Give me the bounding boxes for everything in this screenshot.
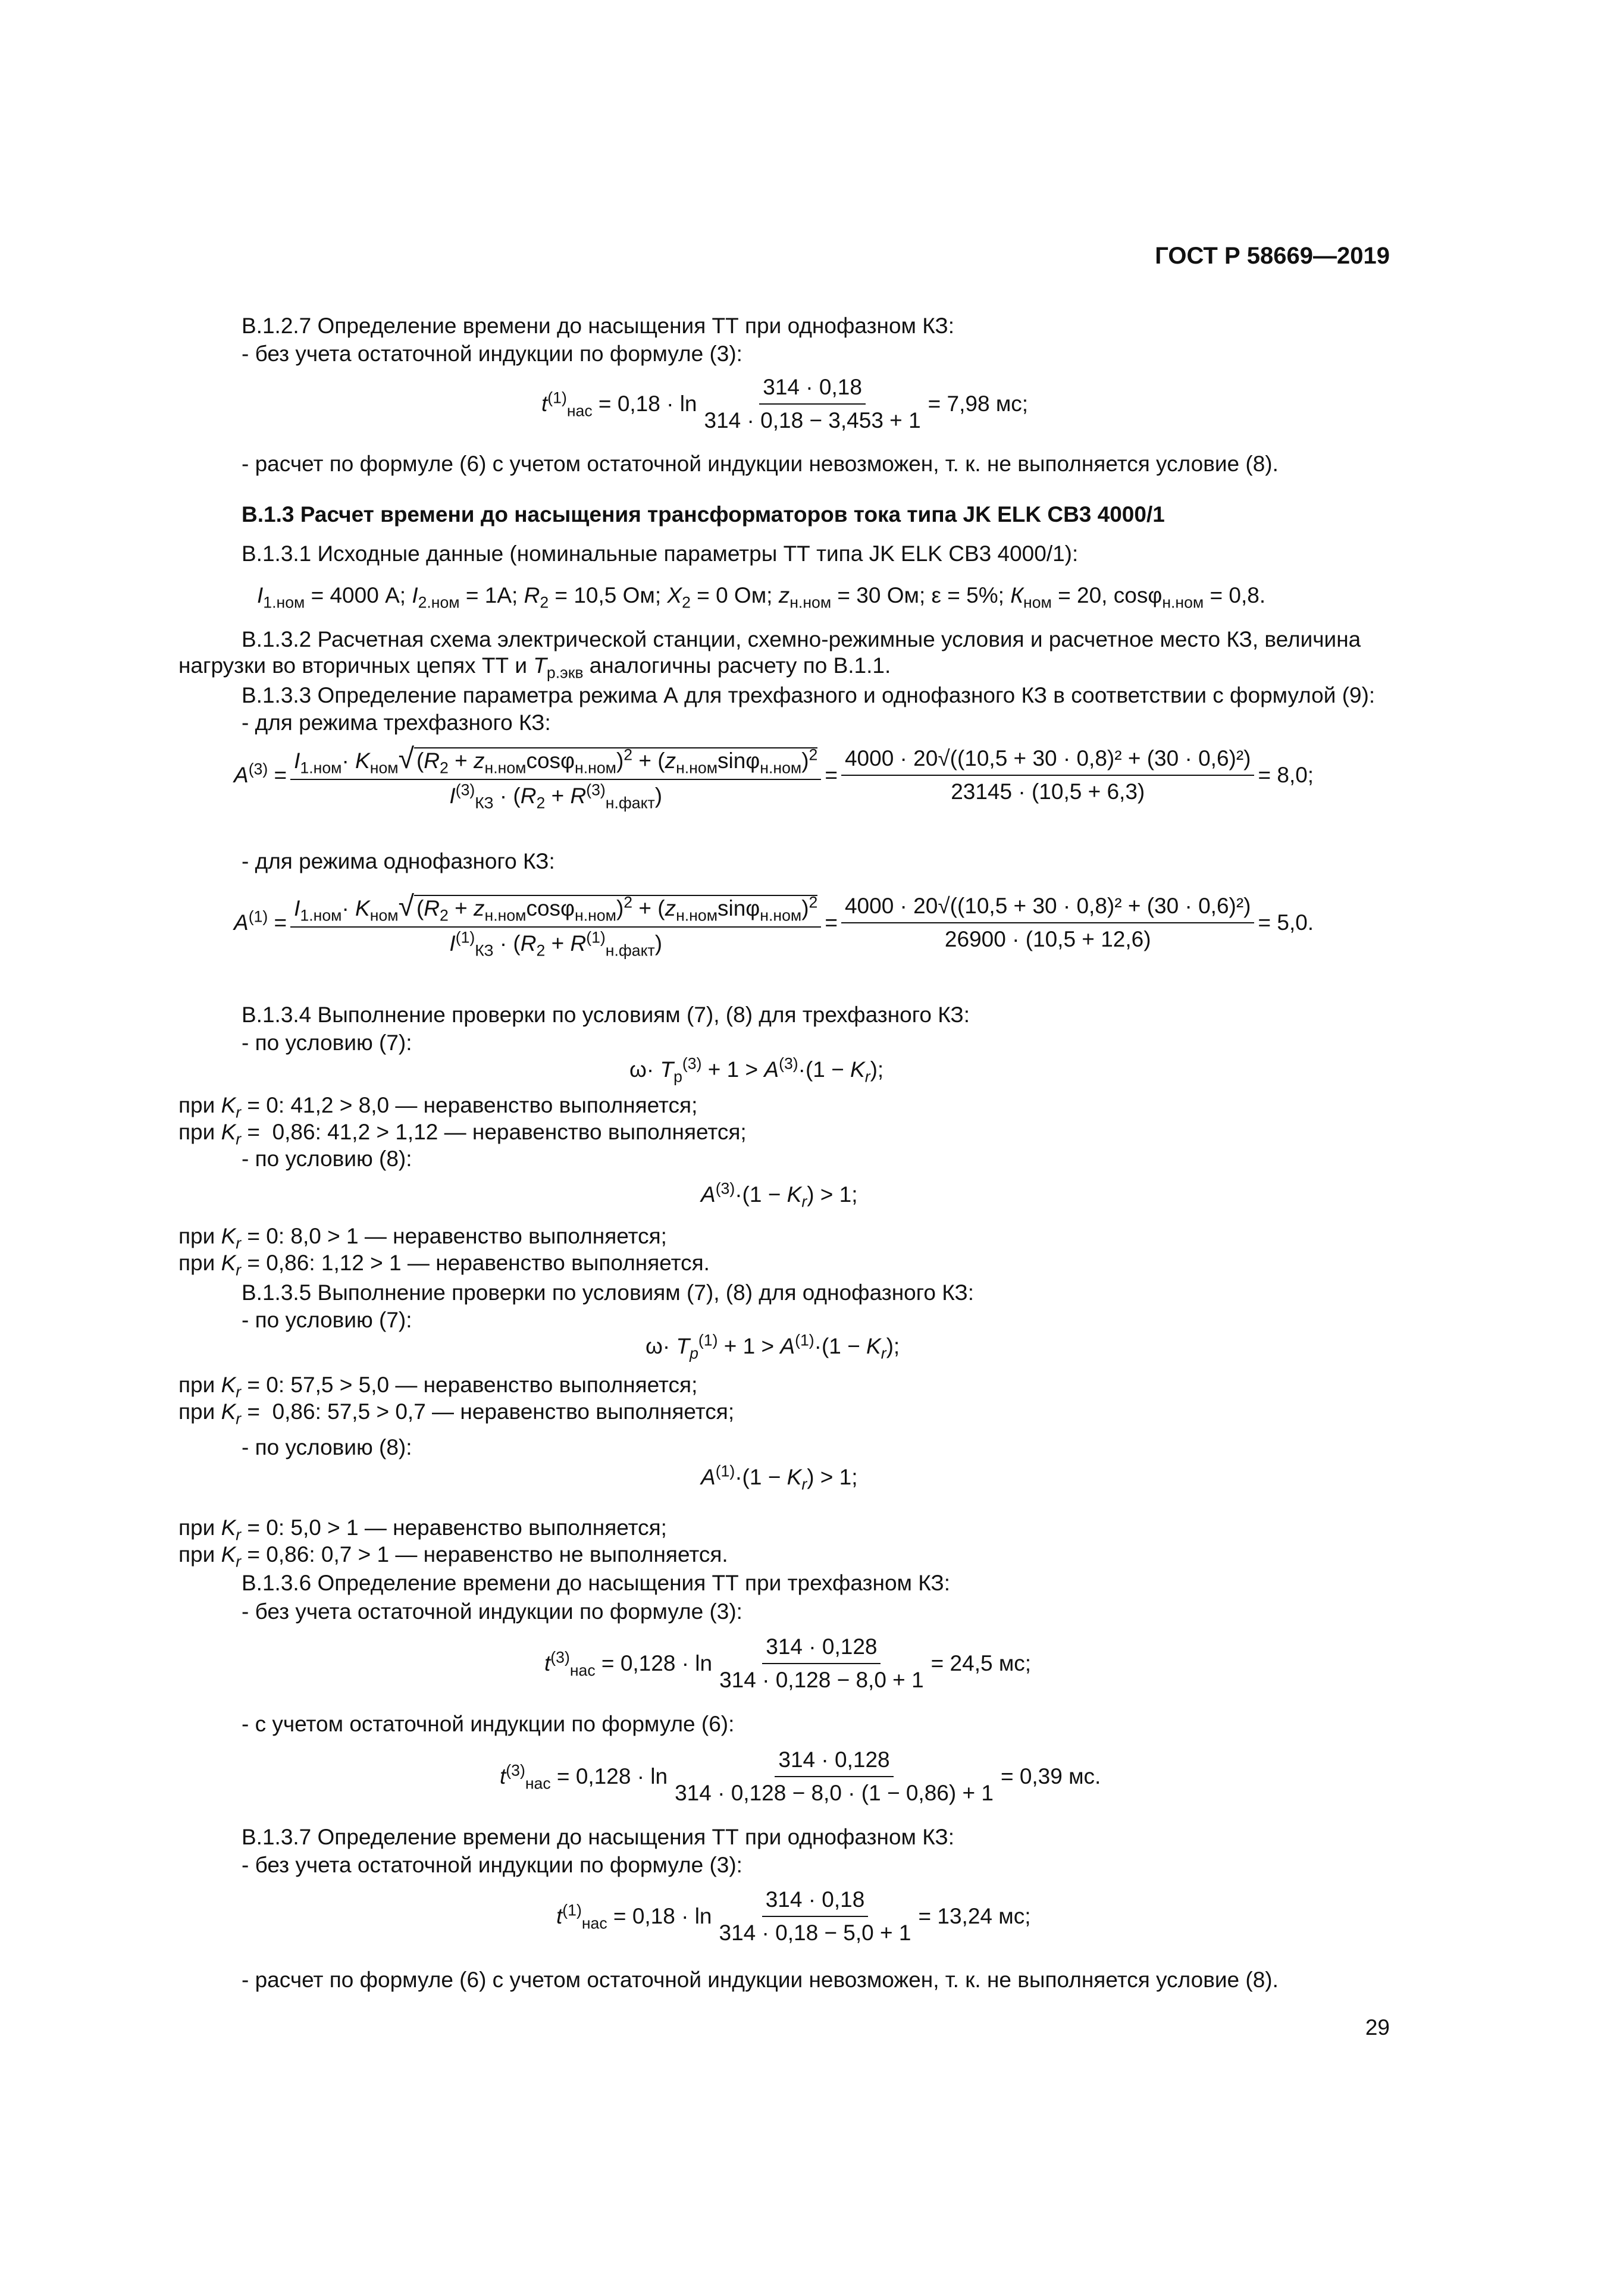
check-line: при $K_r = 0,86$: 0,7 > 1 — неравенство не выполняется. — [178, 1542, 728, 1571]
section-heading-b13: В.1.3 Расчет времени до насыщения трансформаторов тока типа JK ELK CB3 4000/1 — [242, 502, 1165, 527]
formula-result: = 13,24 мс; — [918, 1904, 1031, 1929]
formula-t3-residual: $t^{(3)}_{нас} = 0,128 \cdot \ln$ $\frac{314 \cdot 0,128}{314 \cdot 0,128 - 8,0 \cdot (1 - 0,86) + 1}$ = 0,39 мс. — [500, 1746, 1101, 1808]
paragraph-b132: В.1.3.2 Расчетная схема электрической станции, схемно-режимные условия и расчетное место КЗ, величина — [242, 627, 1361, 651]
check-line: при $K_r = 0$: 57,5 > 5,0 — неравенство выполняется; — [178, 1373, 698, 1401]
check-line: при $K_r = 0,86$: 41,2 > 1,12 — неравенство выполняется; — [178, 1120, 747, 1148]
check-line: при $K_r = 0$: 5,0 > 1 — неравенство выполняется; — [178, 1515, 667, 1544]
paragraph-b137-sub: - без учета остаточной индукции по формуле (3): — [242, 1853, 742, 1877]
formula-denominator: 314 · 0,128 − 8,0 + 1 — [719, 1668, 924, 1693]
formula-numerator: 314 · 0,18 — [762, 1886, 869, 1917]
formula-result: = 0,39 мс. — [1000, 1764, 1101, 1789]
formula-denominator: 23145 · (10,5 + 6,3) — [951, 779, 1145, 804]
formula-denominator: 26900 · (10,5 + 12,6) — [944, 927, 1151, 952]
paragraph-b136-sub2: - с учетом остаточной индукции по формуле (6): — [242, 1712, 735, 1736]
paragraph-b127-note: - расчет по формуле (6) с учетом остаточной индукции невозможен, т. к. не выполняется условие (8). — [242, 452, 1279, 476]
paragraph-cond7-b: - по условию (7): — [242, 1308, 412, 1332]
paragraph-b127: В.1.2.7 Определение времени до насыщения ТТ при однофазном КЗ: — [242, 314, 955, 338]
document-header: ГОСТ Р 58669—2019 — [1155, 243, 1390, 269]
formula-t1-b127: $t^{(1)}_{нас} = 0,18 \cdot \ln$ $\frac{314 \cdot 0,18}{314 \cdot 0,18 - 3,453 + 1}$ = 7,98 мс; — [541, 374, 1028, 435]
formula-cond7-1ph: $\omega\cdot T_p^{(1)} + 1 > A^{(1)}\cdot(1 - K_r)$; — [646, 1331, 900, 1362]
paragraph-b127-sub: - без учета остаточной индукции по формуле (3): — [242, 342, 742, 366]
formula-numerator: 314 · 0,18 — [759, 374, 866, 405]
paragraph-b132-cont: нагрузки во вторичных цепях ТТ и $T_{р.экв}$ аналогичны расчету по В.1.1. — [178, 653, 891, 682]
formula-cond8-1ph: $A^{(1)}\cdot(1 - K_r) > 1$; — [701, 1462, 858, 1493]
formula-denominator: 314 · 0,18 − 5,0 + 1 — [719, 1921, 911, 1946]
paragraph-b134: В.1.3.4 Выполнение проверки по условиям (7), (8) для трехфазного КЗ: — [242, 1003, 970, 1027]
formula-a3: $A^{(3)}$ = $\frac{I_{1.ном}\cdot K_{ном}√ (R_2 + z_{н.ном}\cos\varphi_{н.ном})^2 + (z_{н.ном}\sin\varphi_{н.ном})^2}{I^{(3)}_{КЗ} \cdot (R_2 + R^{(3)}_{н.факт})}$ = $\frac{\text{4000 · 20√((10,5 + 30 · 0,8)² + (30 · 0,6)²)}}{23145 \cdot (10,5 + 6,3)}$ = 8,0; — [234, 741, 1314, 810]
formula-result: = 7,98 мс; — [928, 391, 1029, 416]
formula-result: = 24,5 мс; — [930, 1651, 1032, 1676]
paragraph-b136-sub1: - без учета остаточной индукции по формуле (3): — [242, 1599, 742, 1624]
paragraph-b133: В.1.3.3 Определение параметра режима А для трехфазного и однофазного КЗ в соответствии с формулой (9): — [242, 683, 1376, 707]
paragraph-b133-1ph: - для режима однофазного КЗ: — [242, 849, 555, 873]
paragraph-cond8-a: - по условию (8): — [242, 1147, 412, 1171]
paragraph-b137: В.1.3.7 Определение времени до насыщения ТТ при однофазном КЗ: — [242, 1825, 955, 1849]
paragraph-cond8-b: - по условию (8): — [242, 1435, 412, 1459]
formula-numerator: 314 · 0,128 — [762, 1633, 881, 1664]
paragraph-b137-note: - расчет по формуле (6) с учетом остаточной индукции невозможен, т. к. не выполняется условие (8). — [242, 1968, 1279, 1992]
formula-t1-b137: $t^{(1)}_{нас} = 0,18 \cdot \ln$ $\frac{314 \cdot 0,18}{314 \cdot 0,18 - 5,0 + 1}$ = 13,24 мс; — [556, 1886, 1030, 1947]
formula-result: = 5,0. — [1258, 910, 1314, 935]
formula-numerator: 4000 · 20√((10,5 + 30 · 0,8)² + (30 · 0,6)²) — [841, 745, 1255, 776]
paragraph-b135: В.1.3.5 Выполнение проверки по условиям (7), (8) для однофазного КЗ: — [242, 1280, 975, 1305]
formula-denominator: 314 · 0,18 − 3,453 + 1 — [704, 408, 921, 433]
formula-cond7-3ph: $\omega\cdot T_р^{(3)} + 1 > A^{(3)}\cdot(1 - K_r)$; — [629, 1054, 884, 1086]
paragraph-b131: В.1.3.1 Исходные данные (номинальные параметры ТТ типа JK ELK CB3 4000/1): — [242, 541, 1079, 566]
formula-numerator: 314 · 0,128 — [775, 1746, 893, 1777]
input-parameters: $I_{1.ном} = 4000$ А; $I_{2.ном} = 1А$; $R_2 = 10,5$ Ом; $X_2 = 0$ Ом; $z_{н.ном} = 30$ Ом; ε = 5%; $К_{ном} = 20$, cosφ$_{н.ном}$ = 0,8. — [257, 583, 1266, 612]
formula-a1: $A^{(1)}$ = $\frac{I_{1.ном}\cdot K_{ном}√ (R_2 + z_{н.ном}\cos\varphi_{н.ном})^2 + (z_{н.ном}\sin\varphi_{н.ном})^2}{I^{(1)}_{КЗ} \cdot (R_2 + R^{(1)}_{н.факт})}$ = $\frac{\text{4000 · 20√((10,5 + 30 · 0,8)² + (30 · 0,6)²)}}{26900 \cdot (10,5 + 12,6)}$ = 5,0. — [234, 888, 1314, 957]
formula-result: = 8,0; — [1258, 763, 1314, 788]
formula-cond8-3ph: $A^{(3)}\cdot(1 - K_r) > 1$; — [701, 1179, 858, 1211]
check-line: при $K_r = 0,86$: 57,5 > 0,7 — неравенство выполняется; — [178, 1399, 735, 1428]
formula-numerator: 4000 · 20√((10,5 + 30 · 0,8)² + (30 · 0,6)²) — [841, 892, 1255, 923]
check-line: при $K_r = 0,86$: 1,12 > 1 — неравенство выполняется. — [178, 1251, 710, 1279]
formula-t3-no-residual: $t^{(3)}_{нас} = 0,128 \cdot \ln$ $\frac{314 \cdot 0,128}{314 \cdot 0,128 - 8,0 + 1}$ = 24,5 мс; — [544, 1633, 1031, 1694]
paragraph-cond7-a: - по условию (7): — [242, 1030, 412, 1055]
formula-denominator: 314 · 0,128 − 8,0 · (1 − 0,86) + 1 — [675, 1781, 994, 1806]
paragraph-b136: В.1.3.6 Определение времени до насыщения ТТ при трехфазном КЗ: — [242, 1571, 951, 1595]
check-line: при $K_r = 0$: 8,0 > 1 — неравенство выполняется; — [178, 1224, 667, 1252]
page-number: 29 — [1365, 2015, 1390, 2040]
paragraph-b133-3ph: - для режима трехфазного КЗ: — [242, 710, 551, 735]
check-line: при $K_r = 0$: 41,2 > 8,0 — неравенство выполняется; — [178, 1093, 698, 1122]
